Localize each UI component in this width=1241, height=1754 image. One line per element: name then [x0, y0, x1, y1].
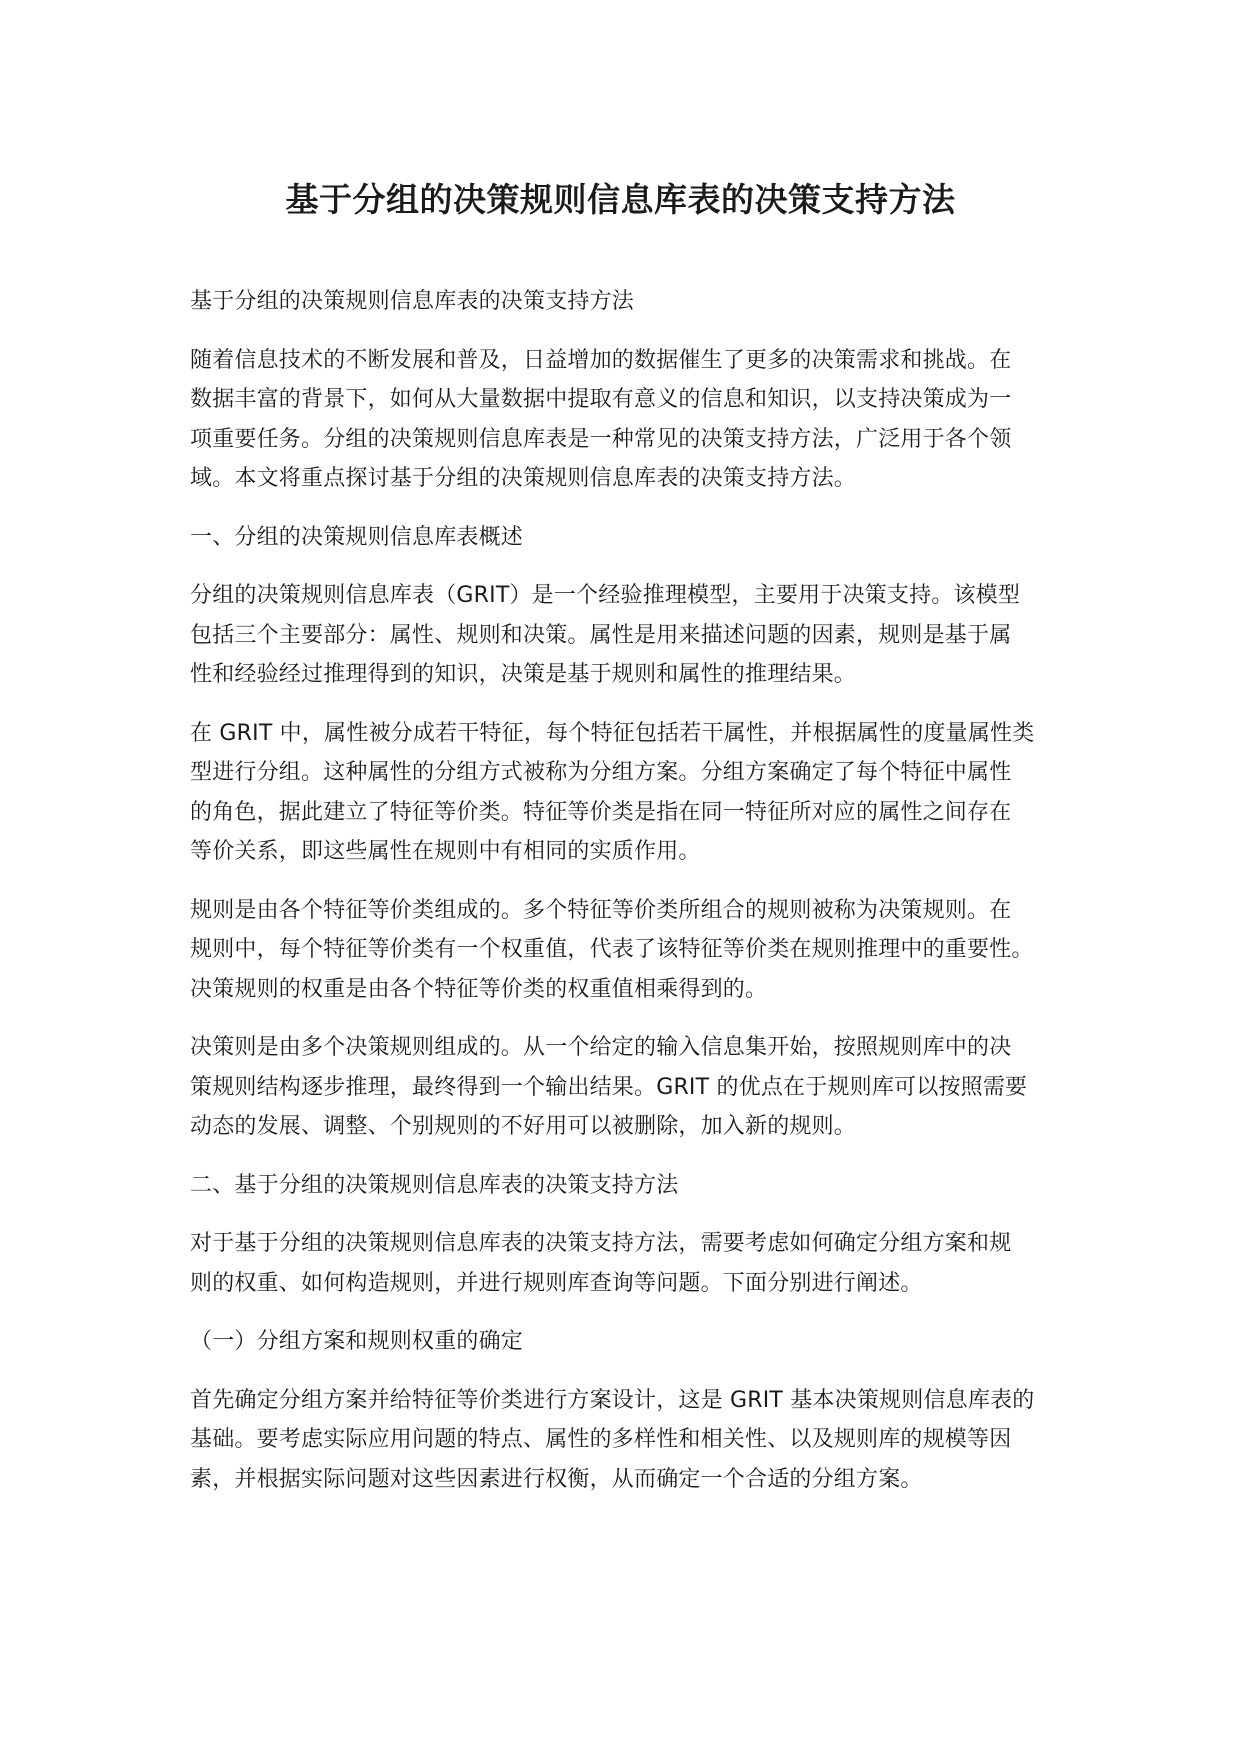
- text-line: 规则中，每个特征等价类有一个权重值，代表了该特征等价类在规则推理中的重要性。: [190, 937, 1034, 962]
- text-line: 规则是由各个特征等价类组成的。多个特征等价类所组合的规则被称为决策规则。在: [190, 897, 1012, 923]
- section-heading-2: [190, 1166, 1070, 1206]
- text-line: 性和经验经过推理得到的知识，决策是基于规则和属性的推理结果。: [190, 662, 857, 687]
- text-line: 首先确定分组方案并给特征等价类进行方案设计，这是 GRIT 基本决策规则信息库表的: [190, 1387, 1035, 1413]
- text-line: 基于分组的决策规则信息库表的决策支持方法: [190, 289, 635, 314]
- text-line: 分组的决策规则信息库表（GRIT）是一个经验推理模型，主要用于决策支持。该模型: [190, 583, 1021, 608]
- text-line: 项重要任务。分组的决策规则信息库表是一种常见的决策支持方法，广泛用于各个领: [190, 426, 1012, 452]
- text-line: 一、分组的决策规则信息库表概述: [190, 524, 524, 550]
- section-heading-1: [190, 518, 1070, 558]
- text-line: 策规则结构逐步推理，最终得到一个输出结果。GRIT 的优点在于规则库可以按照需要: [190, 1074, 1028, 1100]
- text-line: 基础。要考虑实际应用问题的特点、属性的多样性和相关性、以及规则库的规模等因: [190, 1427, 1012, 1452]
- text-line: （一）分组方案和规则权重的确定: [190, 1329, 524, 1354]
- text-line: 的角色，据此建立了特征等价类。特征等价类是指在同一特征所对应的属性之间存在: [190, 799, 1012, 825]
- paragraph-decisions: [190, 1028, 1070, 1147]
- text-line: 决策则是由多个决策规则组成的。从一个给定的输入信息集开始，按照规则库中的决: [190, 1035, 1012, 1060]
- document-body: [190, 282, 1070, 1518]
- text-line: 在 GRIT 中，属性被分成若干特征，每个特征包括若干属性，并根据属性的度量属性类: [190, 720, 1035, 746]
- paragraph-method-intro: [190, 1224, 1070, 1303]
- document-title: 基于分组的决策规则信息库表的决策支持方法: [285, 180, 956, 219]
- paragraph-grit-overview: [190, 576, 1070, 695]
- paragraph-grouping-scheme: [190, 1381, 1070, 1500]
- text-line: 随着信息技术的不断发展和普及，日益增加的数据催生了更多的决策需求和挑战。在: [190, 347, 1012, 373]
- paragraph-grit-attributes: [190, 714, 1070, 872]
- text-line: 对于基于分组的决策规则信息库表的决策支持方法，需要考虑如何确定分组方案和规: [190, 1231, 1012, 1256]
- text-line: 二、基于分组的决策规则信息库表的决策支持方法: [190, 1172, 679, 1198]
- subsection-heading-1: [190, 1322, 1070, 1362]
- paragraph-subtitle: [190, 282, 1070, 322]
- text-line: 包括三个主要部分：属性、规则和决策。属性是用来描述问题的因素，规则是基于属: [190, 622, 1012, 648]
- text-line: 素，并根据实际问题对这些因素进行权衡，从而确定一个合适的分组方案。: [190, 1466, 923, 1492]
- paragraph-intro: [190, 341, 1070, 499]
- paragraph-rules: [190, 891, 1070, 1010]
- text-line: 则的权重、如何构造规则，并进行规则库查询等问题。下面分别进行阐述。: [190, 1270, 923, 1296]
- text-line: 动态的发展、调整、个别规则的不好用可以被删除，加入新的规则。: [190, 1114, 857, 1139]
- text-line: 等价关系，即这些属性在规则中有相同的实质作用。: [190, 839, 701, 864]
- text-line: 型进行分组。这种属性的分组方式被称为分组方案。分组方案确定了每个特征中属性: [190, 760, 1012, 785]
- text-line: 决策规则的权重是由各个特征等价类的权重值相乘得到的。: [190, 976, 768, 1002]
- text-line: 域。本文将重点探讨基于分组的决策规则信息库表的决策支持方法。: [190, 466, 857, 491]
- text-line: 数据丰富的背景下，如何从大量数据中提取有意义的信息和知识，以支持决策成为一: [190, 387, 1012, 412]
